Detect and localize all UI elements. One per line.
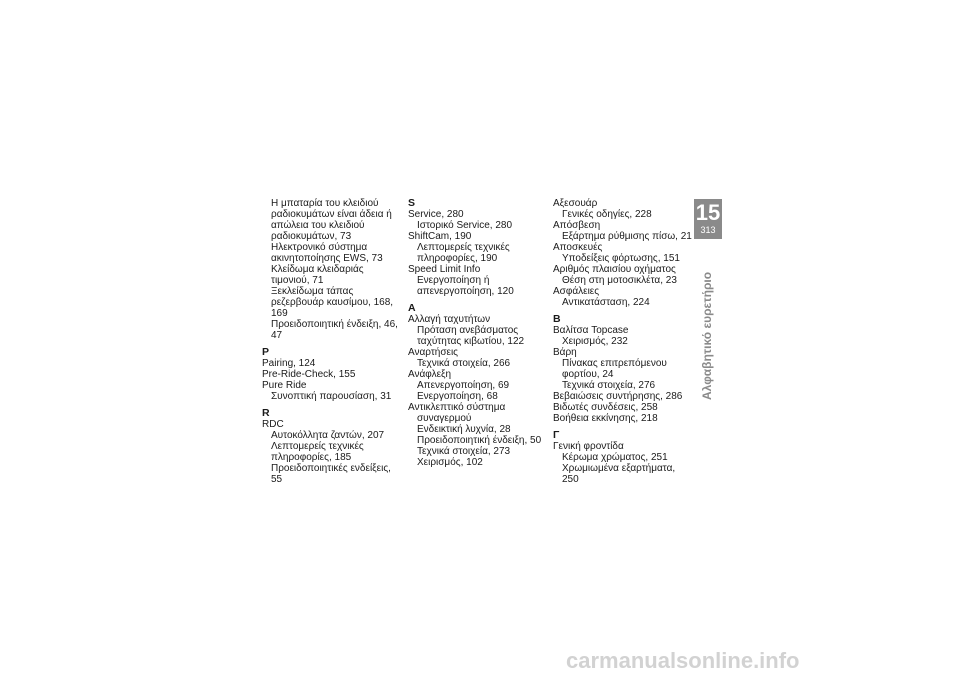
index-subentry: Πίνακας επιτρεπόμενου φορτίου, 24 xyxy=(562,358,667,380)
index-entry xyxy=(262,369,402,380)
index-entry-term: Service, 280 xyxy=(408,209,464,220)
index-subentry: Λεπτομερείς τεχνικές πληροφορίες, 185 xyxy=(271,441,364,463)
index-subentry: Γενικές οδηγίες, 228 xyxy=(562,209,652,220)
index-column-1 xyxy=(262,198,402,485)
index-entry xyxy=(262,198,402,341)
index-letter-heading: Β xyxy=(553,313,561,325)
index-subentry: Τεχνικά στοιχεία, 266 xyxy=(417,358,511,369)
index-entry-term: Pairing, 124 xyxy=(262,358,316,369)
index-entry xyxy=(553,402,693,413)
index-entry xyxy=(553,198,693,220)
index-subentry: Συνοπτική παρουσίαση, 31 xyxy=(271,391,392,402)
index-column-2 xyxy=(408,198,548,468)
index-entry xyxy=(553,242,693,264)
index-entry xyxy=(408,231,548,264)
index-subentry: Ενδεικτική λυχνία, 28 xyxy=(417,424,511,435)
index-subentry: Προειδοποιητικές ενδείξεις, 55 xyxy=(271,463,391,485)
index-subentry: συναγερμού xyxy=(417,413,472,424)
index-subentry: Τεχνικά στοιχεία, 273 xyxy=(417,446,511,457)
index-subentry: Ιστορικό Service, 280 xyxy=(417,220,513,231)
index-letter-heading: P xyxy=(262,346,270,358)
index-entry xyxy=(408,314,548,347)
index-entry xyxy=(553,220,693,242)
index-subentry: Χειρισμός, 232 xyxy=(562,336,628,347)
index-entry xyxy=(408,369,548,402)
index-entry-term: Αντικλεπτικό σύστημα xyxy=(408,402,506,413)
index-entry xyxy=(553,413,693,424)
index-letter-heading: S xyxy=(408,197,416,209)
index-entry-term: Βοήθεια εκκίνησης, 218 xyxy=(553,413,658,424)
index-subentry: Αυτοκόλλητα ζαντών, 207 xyxy=(271,430,385,441)
index-entry-term: Βεβαιώσεις συντήρησης, 286 xyxy=(553,391,683,402)
index-entry xyxy=(553,325,693,347)
index-entry xyxy=(553,441,693,485)
index-entry xyxy=(408,264,548,297)
index-entry-term: Αξεσουάρ xyxy=(553,198,598,209)
index-letter-heading: R xyxy=(262,407,270,419)
chapter-badge xyxy=(694,199,722,239)
index-letter-heading: Γ xyxy=(553,429,560,441)
index-entry xyxy=(553,264,693,286)
index-entry-term: Βιδωτές συνδέσεις, 258 xyxy=(553,402,658,413)
index-subentry: Πρόταση ανεβάσματος ταχύτητας κιβωτίου, 122 xyxy=(417,325,525,347)
index-entry-term: Speed Limit Info xyxy=(408,264,481,275)
index-subentry: Η μπαταρία του κλειδιού ραδιοκυμάτων είναι άδεια ή απώλεια του κλειδιού ραδιοκυμάτων, 73 xyxy=(271,198,392,242)
index-entry-term: Αποσκευές xyxy=(553,242,603,253)
index-column-3 xyxy=(553,198,693,485)
index-subentry: Υποδείξεις φόρτωσης, 151 xyxy=(562,253,680,264)
index-entry-term: Απόσβεση xyxy=(553,220,601,231)
index-subentry: Χειρισμός, 102 xyxy=(417,457,483,468)
index-subentry: Τεχνικά στοιχεία, 276 xyxy=(562,380,656,391)
index-entry-term: Γενική φροντίδα xyxy=(553,441,624,452)
index-entry xyxy=(408,347,548,369)
index-entry-term: Αλλαγή ταχυτήτων xyxy=(408,314,491,325)
index-entry xyxy=(553,286,693,308)
index-entry-term: Ανάφλεξη xyxy=(408,369,452,380)
index-entry-term: Pure Ride xyxy=(262,380,307,391)
index-entry xyxy=(262,419,402,485)
index-entry-term: ShiftCam, 190 xyxy=(408,231,472,242)
index-subentry: Ξεκλείδωμα τάπας ρεζερβουάρ καυσίμου, 168, 169 xyxy=(271,286,394,319)
index-subentry: Ηλεκτρονικό σύστημα ακινητοποίησης EWS, 73 xyxy=(271,242,383,264)
index-entry-term: Βάρη xyxy=(553,347,577,358)
index-subentry: Προειδοποιητική ένδειξη, 50 xyxy=(417,435,542,446)
watermark: carmanualsonline.info xyxy=(566,648,800,673)
chapter-number: 15 xyxy=(695,200,721,225)
index-subentry: Λεπτομερείς τεχνικές πληροφορίες, 190 xyxy=(417,242,510,264)
index-entry xyxy=(408,209,548,231)
page-number: 313 xyxy=(700,225,716,235)
index-entry xyxy=(408,402,548,468)
index-entry-term: Pre-Ride-Check, 155 xyxy=(262,369,356,380)
index-entry xyxy=(553,347,693,391)
index-entry xyxy=(262,380,402,402)
index-subentry: Κέρωμα χρώματος, 251 xyxy=(562,452,668,463)
index-subentry: Ενεργοποίηση ή απενεργοποίηση, 120 xyxy=(417,275,514,297)
section-title: Αλφαβητικό ευρετήριο xyxy=(700,271,714,400)
index-subentry: Αντικατάσταση, 224 xyxy=(562,297,650,308)
index-subentry: Εξάρτημα ρύθμισης πίσω, 21 xyxy=(562,231,692,242)
index-entry-term: Αναρτήσεις xyxy=(408,347,458,358)
index-subentry: Χρωμιωμένα εξαρτήματα, 250 xyxy=(562,463,676,485)
index-entry xyxy=(553,391,693,402)
index-subentry: Ενεργοποίηση, 68 xyxy=(417,391,498,402)
index-subentry: Θέση στη μοτοσικλέτα, 23 xyxy=(562,275,677,286)
index-entry-term: RDC xyxy=(262,419,284,430)
index-subentry: Κλείδωμα κλειδαριάς τιμονιού, 71 xyxy=(271,264,364,286)
index-letter-heading: Α xyxy=(408,302,416,314)
index-entry-term: Αριθμός πλαισίου οχήματος xyxy=(553,264,676,275)
index-entry-term: Βαλίτσα Topcase xyxy=(553,325,629,336)
index-entry-term: Ασφάλειες xyxy=(553,286,600,297)
index-subentry: Προειδοποιητική ένδειξη, 46, 47 xyxy=(271,319,398,341)
index-subentry: Απενεργοποίηση, 69 xyxy=(417,380,510,391)
index-entry xyxy=(262,358,402,369)
